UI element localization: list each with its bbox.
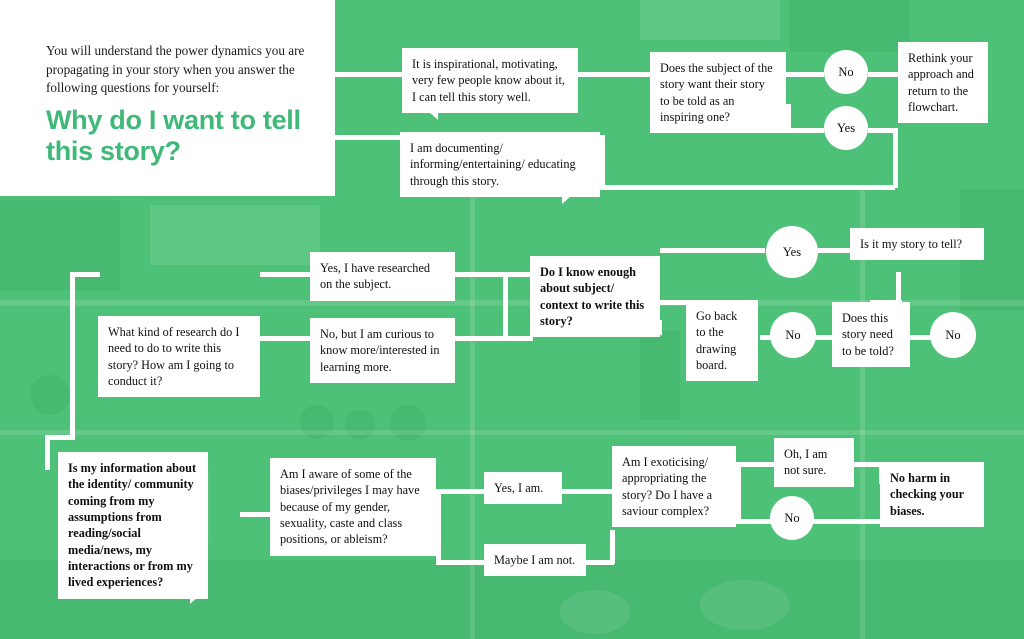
connector [868, 72, 898, 77]
map-tree [700, 580, 790, 630]
node-yes-2[interactable]: Yes [766, 226, 818, 278]
node-yes-i-am[interactable]: Yes, I am. [484, 472, 562, 504]
bubble-tail [190, 588, 208, 604]
map-tree [345, 410, 375, 440]
map-block [0, 200, 120, 290]
map-tree [300, 405, 334, 439]
map-tree [560, 590, 630, 634]
connector [893, 128, 898, 188]
connector [45, 435, 50, 470]
connector [578, 72, 650, 77]
connector [818, 248, 850, 253]
map-block [790, 0, 910, 52]
bubble-tail [644, 320, 662, 336]
intro-paragraph: You will understand the power dynamics you are propagating in your story when you answer the following questions for yourself: [46, 43, 305, 96]
connector [610, 530, 615, 564]
connector [70, 272, 75, 437]
node-biases-aware[interactable]: Am I aware of some of the biases/privileges I may have because of my gender, sexuality, caste and class positions, or ableism? [270, 458, 436, 556]
node-story-needed[interactable]: Does this story need to be told? [832, 302, 910, 367]
map-block [150, 205, 320, 265]
bubble-tail [420, 104, 438, 120]
connector [660, 248, 765, 253]
connector [786, 72, 824, 77]
map-block [640, 0, 780, 40]
connector [436, 489, 441, 565]
node-know-enough[interactable]: Do I know enough about subject/ context to write this story? [530, 256, 660, 337]
connector [436, 560, 488, 565]
node-no-1[interactable]: No [824, 50, 868, 94]
connector [786, 104, 791, 132]
node-drawing-board[interactable]: Go back to the drawing board. [686, 300, 758, 381]
connector [736, 462, 741, 522]
node-inspirational[interactable]: It is inspirational, motivating, very few people know about it, I can tell this story well. [402, 48, 578, 113]
connector [868, 128, 896, 133]
node-yes-1[interactable]: Yes [824, 106, 868, 150]
connector [736, 519, 774, 524]
node-maybe-not[interactable]: Maybe I am not. [484, 544, 586, 576]
connector [896, 272, 901, 302]
node-subject-consent[interactable]: Does the subject of the story want their story to be told as an inspiring one? [650, 52, 786, 133]
node-curious[interactable]: No, but I am curious to know more/interested in learning more. [310, 318, 455, 383]
connector [600, 135, 605, 187]
node-no-2[interactable]: No [930, 312, 976, 358]
map-tree [390, 405, 426, 441]
node-rethink[interactable]: Rethink your approach and return to the flowchart. [898, 42, 988, 123]
node-not-sure[interactable]: Oh, I am not sure. [774, 438, 854, 487]
node-no-4[interactable]: No [770, 496, 814, 540]
map-road [470, 190, 475, 639]
connector [455, 272, 533, 277]
node-information-source[interactable]: Is my information about the identity/ community coming from my assumptions from reading/social media/news, my interactions or from my lived experiences? [58, 452, 208, 599]
connector [330, 72, 402, 77]
connector [786, 128, 824, 133]
bubble-tail [562, 188, 580, 204]
connector [503, 272, 508, 340]
node-no-3[interactable]: No [770, 312, 816, 358]
connector [330, 135, 405, 140]
node-no-harm[interactable]: No harm in checking your biases. [880, 462, 984, 527]
node-my-story[interactable]: Is it my story to tell? [850, 228, 984, 260]
connector [436, 489, 484, 494]
connector [736, 462, 774, 467]
node-researched[interactable]: Yes, I have researched on the subject. [310, 252, 455, 301]
connector [562, 489, 614, 494]
node-research-plan[interactable]: What kind of research do I need to do to write this story? How am I going to conduct it? [98, 316, 260, 397]
map-block [640, 330, 680, 420]
connector [260, 336, 315, 341]
map-tree [30, 375, 70, 415]
node-exoticising[interactable]: Am I exoticising/ appropriating the story? Do I have a saviour complex? [612, 446, 736, 527]
connector [600, 185, 895, 190]
page-title: Why do I want to tell this story? [46, 105, 301, 167]
map-road [0, 430, 1024, 435]
connector [260, 272, 315, 277]
node-documenting[interactable]: I am documenting/ informing/entertaining/ educating through this story. [400, 132, 600, 197]
connector [812, 519, 884, 524]
connector [455, 336, 533, 341]
